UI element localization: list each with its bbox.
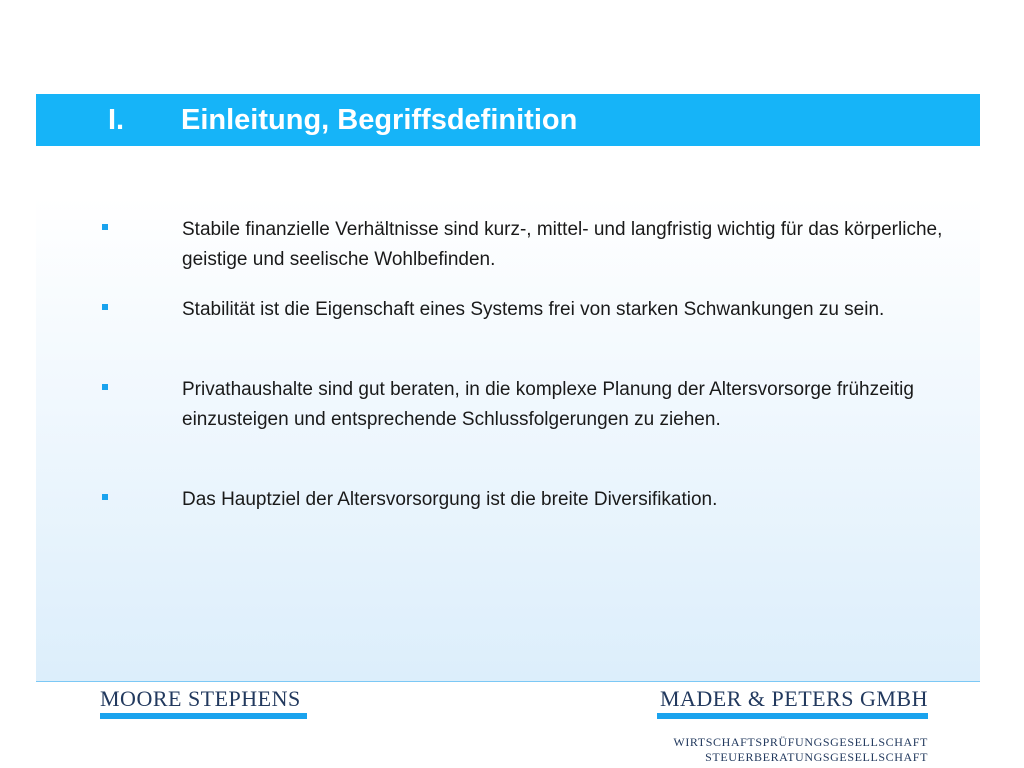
logo-underline — [657, 713, 928, 719]
mader-peters-logo: MADER & PETERS GMBH — [659, 686, 928, 711]
slide-title: Einleitung, Begriffsdefinition — [181, 104, 578, 136]
bullet-text: Das Hauptziel der Altersvorsorgung ist die breite Diversifikation. — [182, 489, 718, 510]
title-bar — [36, 94, 980, 146]
square-bullet-icon — [102, 384, 108, 390]
company-subtitle: WIRTSCHAFTSPRÜFUNGSGESELLSCHAFT — [673, 735, 928, 749]
square-bullet-icon — [102, 224, 108, 230]
section-number: I. — [108, 104, 125, 136]
moore-stephens-logo: MOORE STEPHENS — [100, 686, 301, 711]
logo-underline — [100, 713, 307, 719]
bullet-text: Stabilität ist die Eigenschaft eines Systems frei von starken Schwankungen zu sein. — [182, 299, 885, 320]
square-bullet-icon — [102, 304, 108, 310]
content-panel — [36, 197, 980, 681]
square-bullet-icon — [102, 494, 108, 500]
company-subtitle: STEUERBERATUNGSGESELLSCHAFT — [705, 750, 928, 764]
bullet-text: Stabile finanzielle Verhältnisse sind kurz-, mittel- und langfristig wichtig für das körperliche, geistige und seelische Wohlbefinden. — [182, 219, 943, 270]
bullet-text: Privathaushalte sind gut beraten, in die komplexe Planung der Altersvorsorge frühzeitig einzusteigen und entsprechende Schlussfolgerungen zu ziehen. — [182, 379, 914, 430]
footer-divider — [36, 681, 980, 682]
